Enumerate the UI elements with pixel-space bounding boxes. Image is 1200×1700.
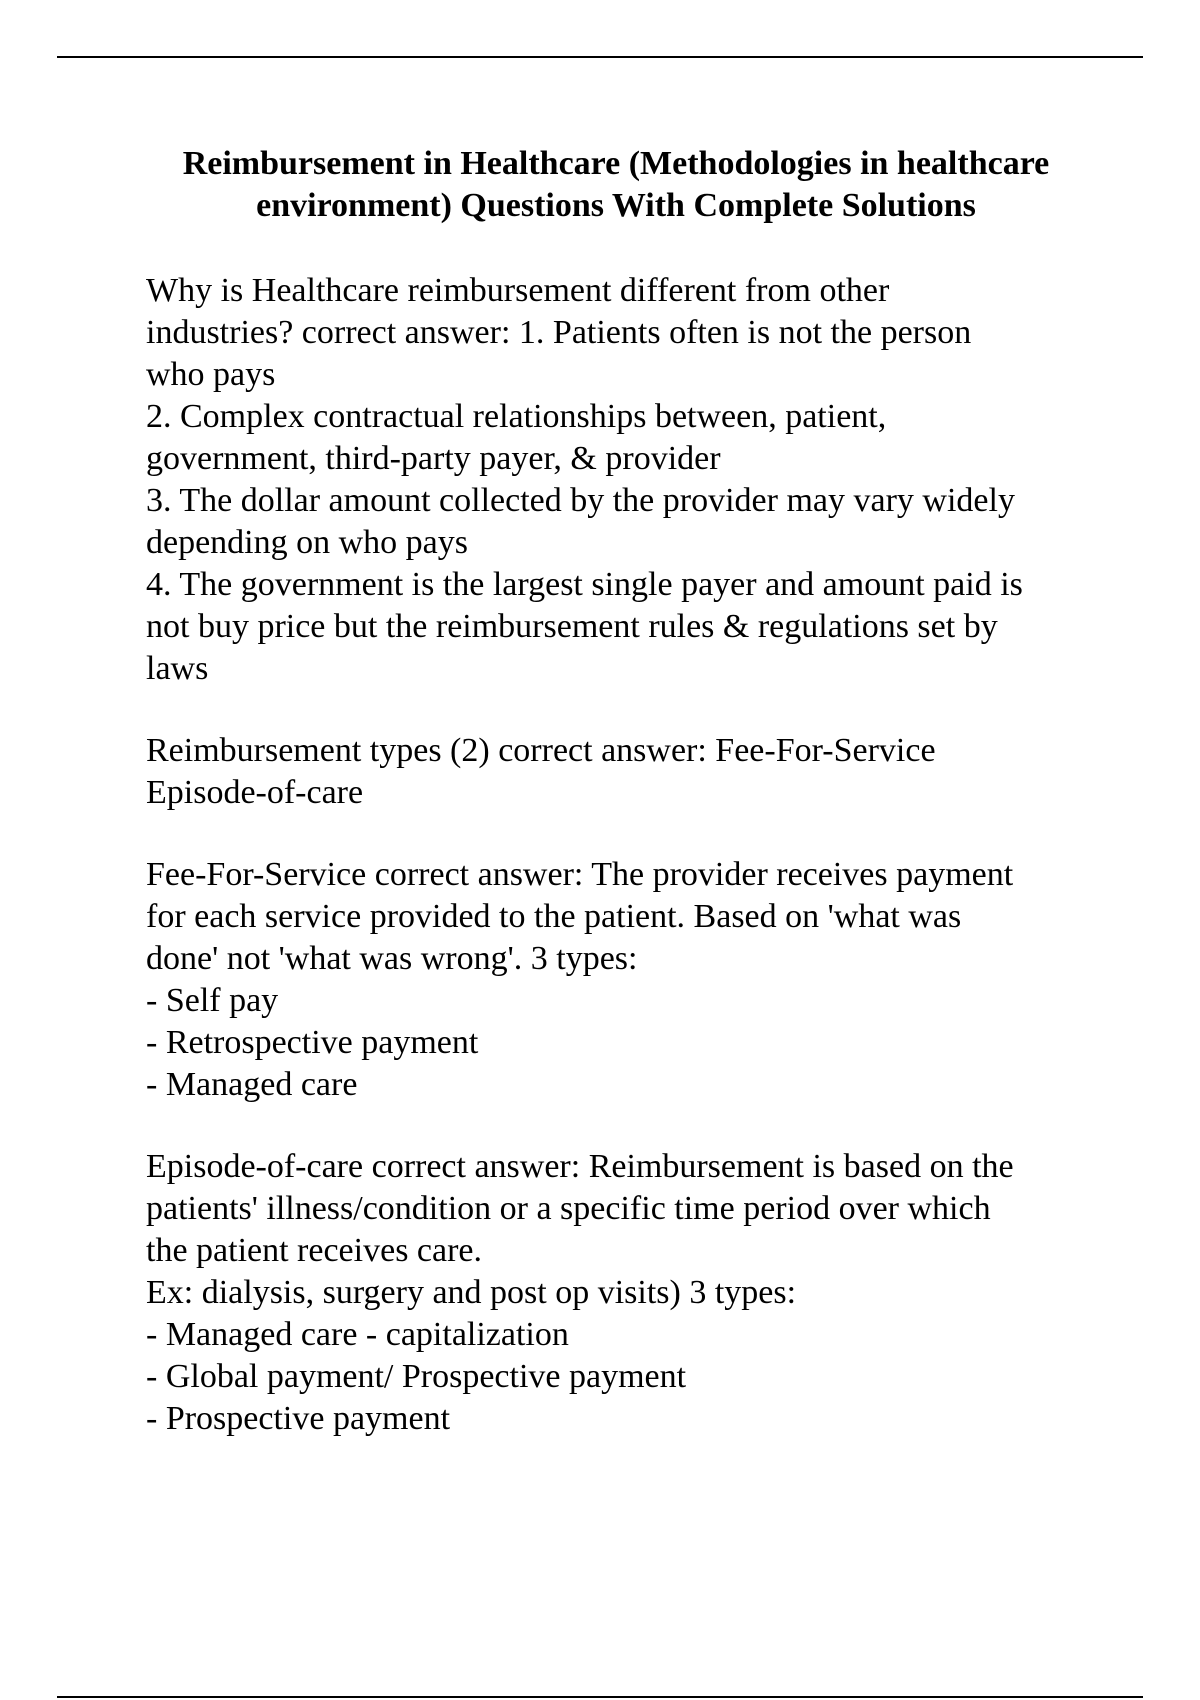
qa-item-fee-for-service <box>146 854 1106 1106</box>
text-line: - Managed care <box>146 1066 358 1103</box>
text-line: - Managed care - capitalization <box>146 1316 569 1353</box>
text-line: depending on who pays <box>146 524 469 561</box>
text-line: Episode-of-care correct answer: Reimbursement is based on the <box>146 1148 1014 1185</box>
text-line: 3. The dollar amount collected by the provider may vary widely <box>146 482 1015 519</box>
text-line: 2. Complex contractual relationships between, patient, <box>146 398 887 435</box>
text-line: Fee-For-Service correct answer: The provider receives payment <box>146 856 1014 893</box>
qa-item-reimbursement-types <box>146 730 1106 814</box>
text-line: the patient receives care. <box>146 1232 483 1269</box>
document-body <box>146 270 1106 1480</box>
text-line: - Retrospective payment <box>146 1024 479 1061</box>
text-line: for each service provided to the patient. Based on 'what was <box>146 898 962 935</box>
qa-item-healthcare-difference <box>146 270 1106 690</box>
text-line: not buy price but the reimbursement rules & regulations set by <box>146 608 998 645</box>
top-rule <box>57 56 1143 58</box>
text-line: Why is Healthcare reimbursement different from other <box>146 272 890 309</box>
document-title <box>146 143 1086 227</box>
qa-item-episode-of-care <box>146 1146 1106 1440</box>
text-line: government, third-party payer, & provider <box>146 440 721 477</box>
text-line: laws <box>146 650 209 687</box>
text-line: Episode-of-care <box>146 774 364 811</box>
text-line: Ex: dialysis, surgery and post op visits) 3 types: <box>146 1274 797 1311</box>
bottom-rule <box>57 1696 1143 1698</box>
text-line: 4. The government is the largest single payer and amount paid is <box>146 566 1023 603</box>
title-line: environment) Questions With Complete Solutions <box>256 187 976 224</box>
text-line: Reimbursement types (2) correct answer: Fee-For-Service <box>146 732 936 769</box>
text-line: patients' illness/condition or a specific time period over which <box>146 1190 991 1227</box>
text-line: - Global payment/ Prospective payment <box>146 1358 687 1395</box>
text-line: - Self pay <box>146 982 279 1019</box>
text-line: - Prospective payment <box>146 1400 451 1437</box>
text-line: who pays <box>146 356 276 393</box>
title-line: Reimbursement in Healthcare (Methodologies in healthcare <box>182 145 1050 182</box>
text-line: done' not 'what was wrong'. 3 types: <box>146 940 638 977</box>
text-line: industries? correct answer: 1. Patients often is not the person <box>146 314 972 351</box>
